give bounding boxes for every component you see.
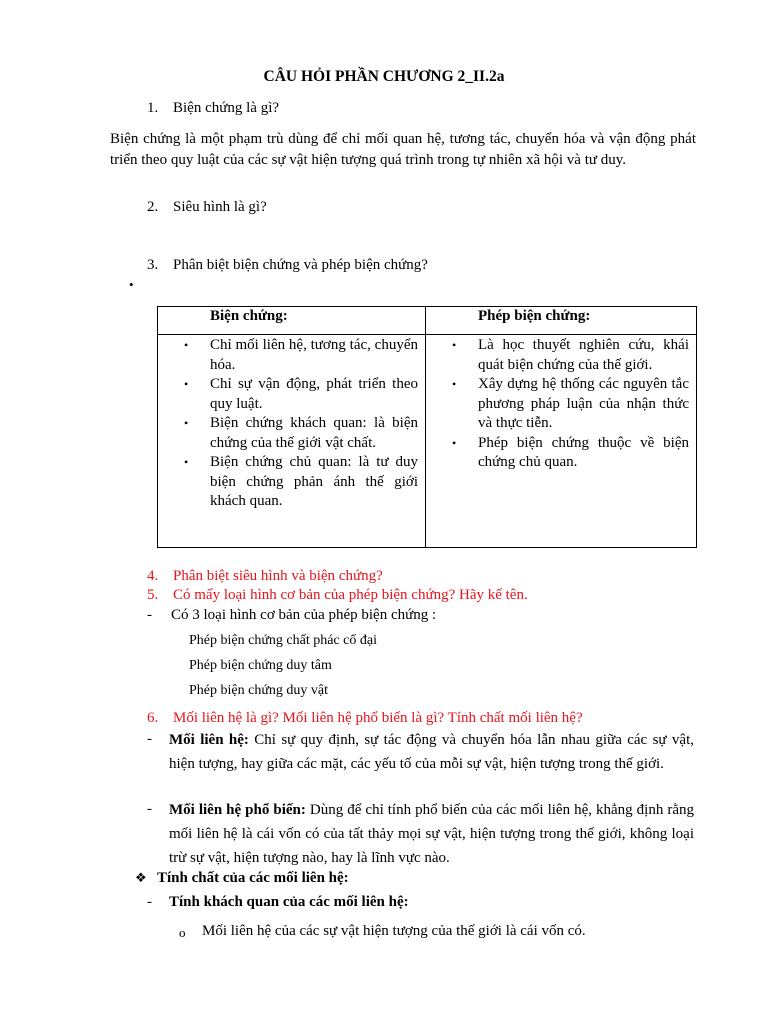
objective-item: Mối liên hệ của các sự vật hiện tượng của thế giới là cái vốn có. bbox=[202, 923, 586, 939]
objective-heading: Tính khách quan của các mối liên hệ: bbox=[169, 894, 409, 910]
dialectics-list bbox=[184, 336, 418, 512]
list-item-text: Là học thuyết nghiên cứu, khái quát biện chứng của thế giới. bbox=[478, 337, 689, 373]
table-header-row bbox=[158, 307, 697, 335]
bullet-icon: • bbox=[184, 455, 189, 469]
dialectics-type-2: Phép biện chứng duy tâm bbox=[189, 658, 332, 673]
question-text: Phân biệt biện chứng và phép biện chứng? bbox=[173, 257, 428, 273]
bullet-icon: • bbox=[184, 416, 189, 430]
list-item-text: Biện chứng chủ quan: là tư duy biện chứng phản ánh thế giới khách quan. bbox=[210, 454, 418, 509]
table-row bbox=[158, 335, 697, 548]
comparison-table bbox=[157, 306, 697, 548]
definition-relation bbox=[169, 728, 694, 776]
question-number: 3. bbox=[147, 257, 159, 273]
question-number: 5. bbox=[147, 587, 159, 603]
list-item-text: Chỉ mối liên hệ, tương tác, chuyển hóa. bbox=[210, 337, 418, 373]
dialectics-type-3: Phép biện chứng duy vật bbox=[189, 683, 329, 698]
list-item bbox=[452, 375, 689, 434]
list-item-text: Chỉ sự vận động, phát triển theo quy luật. bbox=[210, 376, 418, 412]
question-text: Phân biệt siêu hình và biện chứng? bbox=[173, 568, 383, 584]
question-1 bbox=[147, 100, 279, 117]
question-2 bbox=[147, 199, 267, 216]
question-6 bbox=[147, 710, 583, 727]
diamond-bullet-icon: ❖ bbox=[135, 870, 147, 885]
dialectical-method-list bbox=[452, 336, 689, 473]
bullet-icon: • bbox=[452, 377, 457, 391]
question-number: 4. bbox=[147, 568, 159, 584]
definition-universal-relation bbox=[169, 798, 694, 870]
document-title: CÂU HỎI PHẦN CHƯƠNG 2_II.2a bbox=[263, 68, 505, 85]
list-item bbox=[452, 336, 689, 375]
definition-text: Chỉ sự quy định, sự tác động và chuyển hóa lẫn nhau giữa các sự vật, hiện tượng, hay giữa các mặt, các yếu tố của mỗi sự vật, hiện tượng trong thế giới. bbox=[169, 732, 694, 772]
list-item-text: Xây dựng hệ thống các nguyên tắc phương pháp luận của nhận thức và thực tiễn. bbox=[478, 376, 689, 431]
definition-term: Mối liên hệ phổ biến: bbox=[169, 802, 306, 818]
dash-marker: - bbox=[147, 801, 152, 817]
table-header-cell bbox=[158, 307, 426, 335]
question-text: Mối liên hệ là gì? Mối liên hệ phổ biến là gì? Tính chất mối liên hệ? bbox=[173, 710, 583, 726]
circle-bullet-icon: o bbox=[179, 925, 186, 940]
question-number: 2. bbox=[147, 199, 159, 215]
definition-term: Mối liên hệ: bbox=[169, 732, 249, 748]
question-number: 6. bbox=[147, 710, 159, 726]
question-text: Biện chứng là gì? bbox=[173, 100, 280, 116]
answer-1: Biện chứng là một phạm trù dùng để chỉ mối quan hệ, tương tác, chuyển hóa và vận động phát triển theo quy luật của các sự vật hiện tượng quá trình trong tự nhiên xã hội và tư duy. bbox=[110, 131, 696, 168]
dash-marker: - bbox=[147, 607, 152, 623]
list-item bbox=[452, 434, 689, 473]
bullet-marker: • bbox=[129, 277, 134, 292]
question-number: 1. bbox=[147, 100, 159, 116]
list-item-text: Phép biện chứng thuộc về biện chứng chủ quan. bbox=[478, 434, 689, 470]
list-item bbox=[184, 336, 418, 375]
table-header-cell bbox=[426, 307, 697, 335]
dash-marker: - bbox=[147, 894, 152, 910]
list-item bbox=[184, 453, 418, 512]
answer-5 bbox=[147, 607, 436, 624]
question-3 bbox=[147, 257, 428, 274]
bullet-icon: • bbox=[184, 377, 189, 391]
question-text: Có mấy loại hình cơ bản của phép biện chứng? Hãy kể tên. bbox=[173, 587, 528, 603]
table-cell bbox=[158, 335, 426, 548]
dash-marker: - bbox=[147, 731, 152, 747]
bullet-icon: • bbox=[184, 338, 189, 352]
list-item-text: Biện chứng khách quan: là biện chứng của thế giới vật chất. bbox=[210, 415, 418, 451]
properties-heading: Tính chất của các mối liên hệ: bbox=[157, 870, 349, 886]
list-item bbox=[184, 375, 418, 414]
definition-text: Dùng để chỉ tính phổ biến của các mối liên hệ, khẳng định rằng mối liên hệ là cái vốn có của tất thảy mọi sự vật, hiện tượng trong thế giới, không loại trừ sự vật, hiện tượng nào, hay là lĩnh vực nào. bbox=[169, 802, 694, 866]
question-4 bbox=[147, 568, 383, 585]
question-text: Siêu hình là gì? bbox=[173, 199, 267, 215]
answer-text: Có 3 loại hình cơ bản của phép biện chứng : bbox=[171, 607, 437, 623]
dialectics-type-1: Phép biện chứng chất phác cổ đại bbox=[189, 633, 377, 648]
question-5 bbox=[147, 587, 528, 604]
list-item bbox=[184, 414, 418, 453]
table-cell bbox=[426, 335, 697, 548]
column-header-dialectical-method: Phép biện chứng: bbox=[478, 308, 591, 324]
column-header-dialectics: Biện chứng: bbox=[210, 308, 288, 324]
bullet-icon: • bbox=[452, 338, 457, 352]
bullet-icon: • bbox=[452, 435, 457, 450]
